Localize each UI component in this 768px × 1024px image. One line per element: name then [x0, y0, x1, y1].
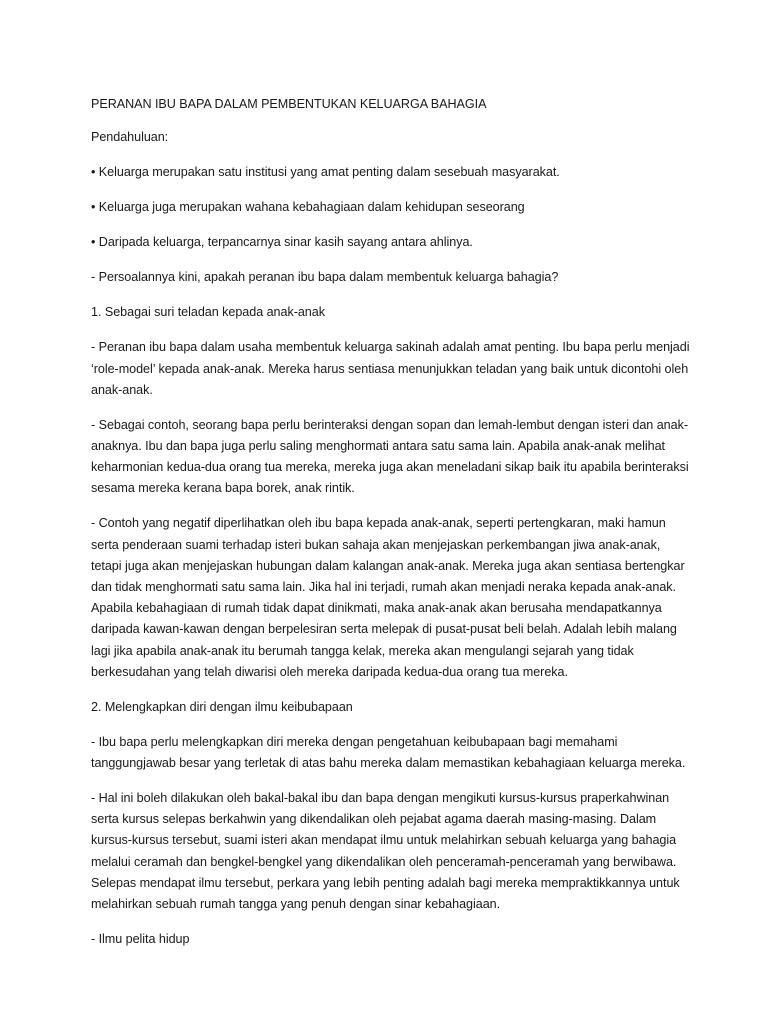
section-heading-2: 2. Melengkapkan diri dengan ilmu keibubapaan [91, 699, 353, 714]
section-heading-pendahuluan: Pendahuluan: [91, 130, 169, 145]
body-paragraph: - Hal ini boleh dilakukan oleh bakal-bakal ibu dan bapa dengan mengikuti kursus-kursus praperkahwinan serta kursus selepas berkahwin yang dikendalikan oleh pejabat agama daerah masing-masing. Dalam kursus-kursus tersebut, suami isteri akan mendapat ilmu untuk melahirkan sebuah keluarga yang bahagia melalui ceramah dan bengkel-bengkel yang dikendalikan oleh penceramah-penceramah yang berwibawa. Selepas mendapat ilmu tersebut, perkara yang lebih penting adalah bagi mereka mempraktikkannya untuk melahirkan sebuah rumah tangga yang penuh dengan sinar kebahagiaan. [91, 791, 680, 912]
body-paragraph: - Sebagai contoh, seorang bapa perlu berinteraksi dengan sopan dan lemah-lembut dengan isteri dan anak-anaknya. Ibu dan bapa juga perlu saling menghormati antara satu sama lain. Apabila anak-anak melihat keharmonian kedua-dua orang tua mereka, mereka juga akan meneladani sikap baik itu apabila berinteraksi sesama mereka kerana bapa borek, anak rintik. [91, 417, 689, 496]
document-title: PERANAN IBU BAPA DALAM PEMBENTUKAN KELUARGA BAHAGIA [91, 97, 487, 111]
section-heading-1: 1. Sebagai suri teladan kepada anak-anak [91, 305, 325, 320]
bullet-point: • Keluarga merupakan satu institusi yang amat penting dalam sesebuah masyarakat. [91, 165, 560, 180]
document-body [91, 94, 691, 964]
body-paragraph: - Peranan ibu bapa dalam usaha membentuk keluarga sakinah adalah amat penting. Ibu bapa perlu menjadi ‘role-model’ kepada anak-anak. Mereka harus sentiasa menunjukkan teladan yang baik untuk dicontohi oleh anak-anak. [91, 340, 690, 397]
body-paragraph: - Ilmu pelita hidup [91, 932, 190, 947]
body-paragraph: - Contoh yang negatif diperlihatkan oleh ibu bapa kepada anak-anak, seperti pertengkaran, maki hamun serta penderaan suami terhadap isteri bukan sahaja akan menjejaskan perkembangan jiwa anak-anak, tetapi juga akan menjejaskan hubungan dalam kalangan anak-anak. Mereka juga akan sentiasa bertengkar dan tidak menghormati satu sama lain. Jika hal ini terjadi, rumah akan menjadi neraka kepada anak-anak. Apabila kebahagiaan di rumah tidak dapat dinikmati, maka anak-anak akan berusaha mendapatkannya daripada kawan-kawan dengan berpelesiran serta melepak di pusat-pusat beli belah. Adalah lebih malang lagi jika apabila anak-anak itu berumah tangga kelak, mereka akan mengulangi sejarah yang tidak berkesudahan yang telah diwarisi oleh mereka daripada kedua-dua orang tua mereka. [91, 516, 685, 679]
bullet-point: • Keluarga juga merupakan wahana kebahagiaan dalam kehidupan seseorang [91, 200, 525, 215]
body-paragraph: - Persoalannya kini, apakah peranan ibu bapa dalam membentuk keluarga bahagia? [91, 270, 559, 285]
body-paragraph: - Ibu bapa perlu melengkapkan diri mereka dengan pengetahuan keibubapaan bagi memahami tanggungjawab besar yang terletak di atas bahu mereka dalam memastikan kebahagiaan keluarga mereka. [91, 734, 686, 771]
bullet-point: • Daripada keluarga, terpancarnya sinar kasih sayang antara ahlinya. [91, 235, 473, 250]
